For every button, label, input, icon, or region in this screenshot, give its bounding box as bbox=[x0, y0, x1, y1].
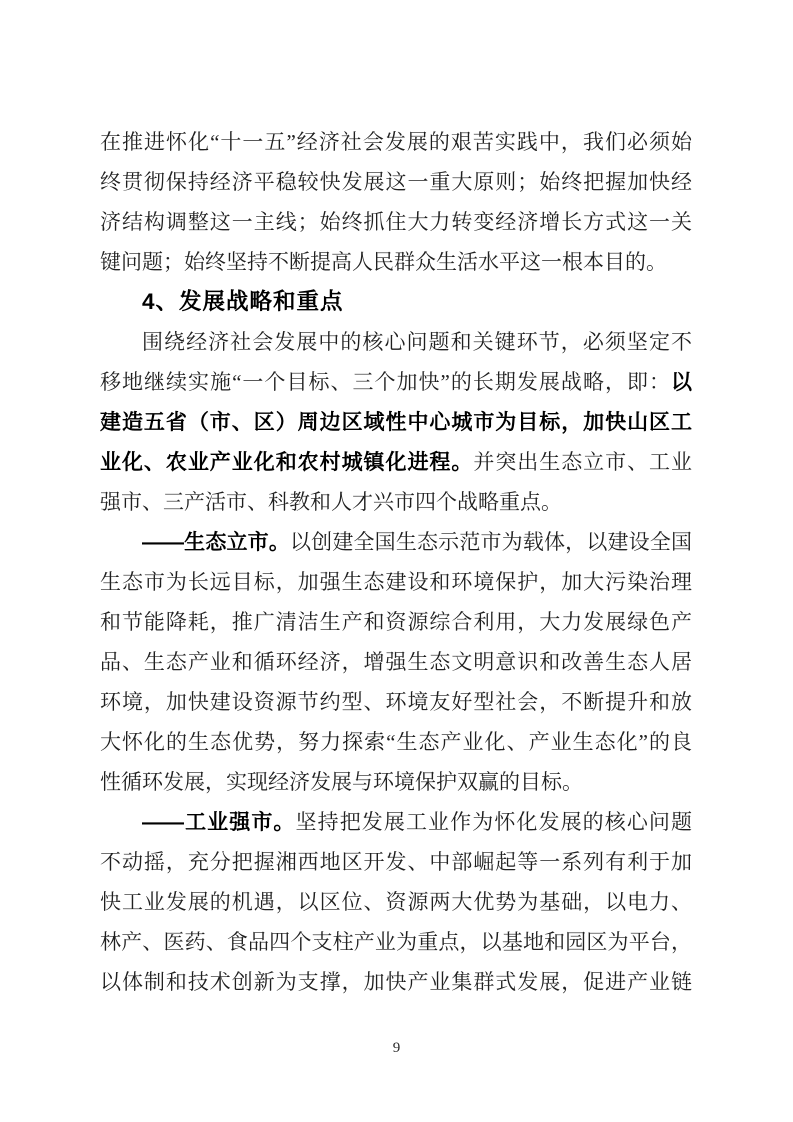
text-segment: 在推进怀化“十一五”经济社会发展的艰苦实践中，我们必须始 bbox=[100, 130, 692, 154]
bold-text-segment: 建造五省（市、区）周边区域性中心城市为目标，加快山区工 bbox=[100, 411, 692, 434]
text-line bbox=[100, 762, 692, 802]
para-ecology-city bbox=[100, 522, 692, 802]
bold-text-segment: ——工业强市。 bbox=[142, 811, 296, 834]
text-segment: 以创建全国生态示范市为载体，以建设全国 bbox=[290, 530, 692, 554]
text-line bbox=[100, 802, 692, 842]
text-line bbox=[100, 282, 692, 322]
text-line bbox=[100, 122, 692, 162]
text-segment: 不动摇，充分把握湘西地区开发、中部崛起等一系列有利于加 bbox=[100, 850, 692, 874]
text-line bbox=[100, 482, 692, 522]
text-block bbox=[100, 122, 692, 1002]
para-development-strategy bbox=[100, 322, 692, 522]
text-line bbox=[100, 682, 692, 722]
bold-text-segment: ——生态立市。 bbox=[142, 531, 290, 554]
text-line bbox=[100, 642, 692, 682]
text-segment: 围绕经济社会发展中的核心问题和关键环节，必须坚定不 bbox=[142, 330, 692, 354]
text-line bbox=[100, 162, 692, 202]
page-number: 9 bbox=[392, 1040, 401, 1056]
text-line bbox=[100, 562, 692, 602]
text-line bbox=[100, 922, 692, 962]
text-line bbox=[100, 962, 692, 1002]
para-guiding-principles bbox=[100, 122, 692, 282]
text-segment: 性循环发展，实现经济发展与环境保护双赢的目标。 bbox=[100, 770, 583, 794]
text-line bbox=[100, 202, 692, 242]
text-line bbox=[100, 882, 692, 922]
bold-text-segment: 业化、农业产业化和农村城镇化进程。 bbox=[100, 451, 474, 474]
text-segment: 济结构调整这一主线；始终抓住大力转变经济增长方式这一关 bbox=[100, 210, 692, 234]
para-industry-city bbox=[100, 802, 692, 1002]
text-segment: 移地继续实施“一个目标、三个加快”的长期发展战略，即： bbox=[100, 370, 671, 394]
text-segment: 以体制和技术创新为支撑，加快产业集群式发展，促进产业链 bbox=[100, 970, 692, 994]
text-line bbox=[100, 402, 692, 442]
text-segment: 终贯彻保持经济平稳较快发展这一重大原则；始终把握加快经 bbox=[100, 170, 692, 194]
bold-text-segment: 4、发展战略和重点 bbox=[142, 289, 344, 314]
page-footer bbox=[0, 1038, 793, 1058]
text-segment: 品、生态产业和循环经济，增强生态文明意识和改善生态人居 bbox=[100, 650, 692, 674]
heading-section-4 bbox=[100, 282, 692, 322]
text-segment: 环境，加快建设资源节约型、环境友好型社会，不断提升和放 bbox=[100, 690, 692, 714]
text-segment: 并突出生态立市、工业 bbox=[473, 450, 692, 474]
text-line bbox=[100, 322, 692, 362]
text-segment: 林产、医药、食品四个支柱产业为重点，以基地和园区为平台， bbox=[100, 930, 692, 954]
text-segment: 强市、三产活市、科教和人才兴市四个战略重点。 bbox=[100, 490, 562, 514]
text-segment: 和节能降耗，推广清洁生产和资源综合利用，大力发展绿色产 bbox=[100, 610, 692, 634]
text-line bbox=[100, 722, 692, 762]
text-segment: 大怀化的生态优势，努力探索“生态产业化、产业生态化”的良 bbox=[100, 730, 692, 754]
text-line bbox=[100, 842, 692, 882]
text-segment: 键问题；始终坚持不断提高人民群众生活水平这一根本目的。 bbox=[100, 250, 667, 274]
text-line bbox=[100, 522, 692, 562]
bold-text-segment: 以 bbox=[671, 371, 692, 394]
text-line bbox=[100, 602, 692, 642]
text-line bbox=[100, 442, 692, 482]
text-line bbox=[100, 362, 692, 402]
text-segment: 坚持把发展工业作为怀化发展的核心问题 bbox=[295, 810, 692, 834]
text-segment: 快工业发展的机遇，以区位、资源两大优势为基础，以电力、 bbox=[100, 890, 692, 914]
text-line bbox=[100, 242, 692, 282]
text-segment: 生态市为长远目标，加强生态建设和环境保护，加大污染治理 bbox=[100, 570, 692, 594]
